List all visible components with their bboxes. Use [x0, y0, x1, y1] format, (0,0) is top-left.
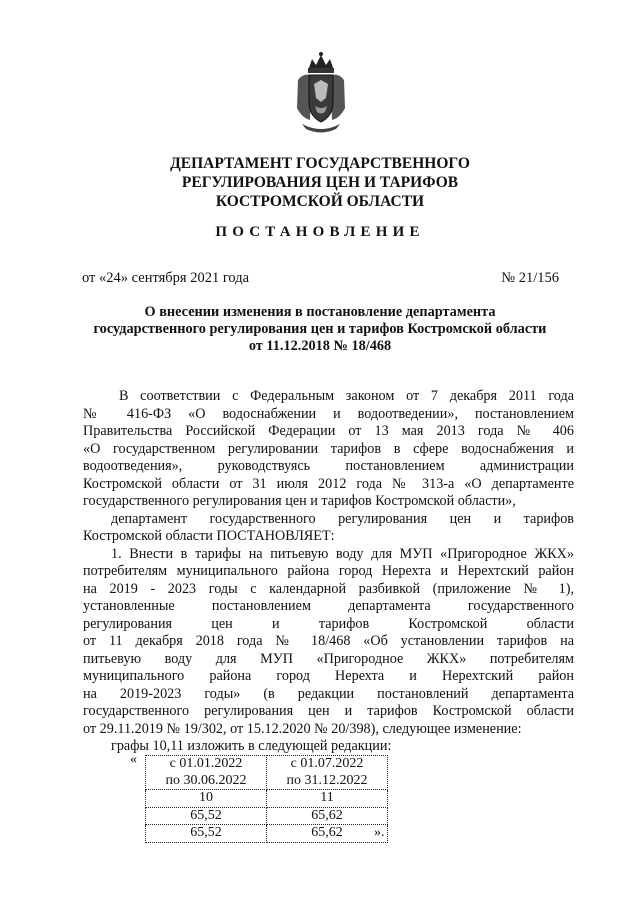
subject-line: государственного регулирования цен и тарифов Костромской области: [93, 321, 547, 337]
item1-line: 1. Внести в тарифы на питьевую воду для МУП «Пригородное ЖКХ»: [111, 545, 574, 562]
table-header-cell: [267, 756, 388, 790]
table-row: [146, 756, 388, 790]
preamble-line: водоотведения», руководствуясь постановлением администрации: [83, 458, 574, 474]
table-row: [146, 807, 388, 825]
item1-line: государственного регулирования цен и тарифов Костромской области: [83, 703, 574, 719]
department-line: РЕГУЛИРОВАНИЯ ЦЕН И ТАРИФОВ: [181, 174, 459, 191]
tariff-table: [145, 755, 388, 843]
item1-line: потребителям муниципального района город Нерехта и Нерехтский район: [83, 563, 574, 579]
item1-line: от 11 декабря 2018 года № 18/468 «Об установлении тарифов на: [83, 633, 574, 649]
document-body: [83, 388, 574, 756]
preamble-line: Правительства Российской Федерации от 13 мая 2013 года № 406: [83, 423, 574, 439]
document-date: от «24» сентября 2021 года: [82, 270, 250, 286]
header-line: с 01.07.2022: [290, 756, 364, 771]
table-cell: 65,52: [146, 807, 267, 825]
item1-line: на 2019-2023 годы» (в редакции постановлений департамента: [83, 685, 574, 702]
table-open-quote: «: [130, 752, 137, 767]
department-name: [0, 154, 640, 211]
item1-line: установленные постановлением департамента государственного: [83, 598, 574, 614]
department-line: ДЕПАРТАМЕНТ ГОСУДАРСТВЕННОГО: [170, 155, 470, 172]
preamble-line: № 416-ФЗ «О водоснабжении и водоотведении», постановлением: [83, 405, 574, 422]
table-close-quote: ».: [374, 825, 385, 840]
table-cell: 65,52: [146, 825, 267, 843]
document-subject: [60, 304, 580, 355]
item1-line: питьевую воду для МУП «Пригородное ЖКХ» потребителям: [83, 650, 574, 667]
preamble-line: «О государственном регулировании тарифов в сфере водоснабжения и: [83, 440, 574, 457]
header-line: с 01.01.2022: [169, 756, 243, 771]
columns-intro: графы 10,11 изложить в следующей редакции:: [111, 738, 392, 754]
decree-line: Костромской области ПОСТАНОВЛЯЕТ:: [83, 528, 335, 544]
item1-line: регулирования цен и тарифов Костромской области: [83, 615, 574, 632]
header-line: по 31.12.2022: [286, 772, 368, 788]
subject-line: от 11.12.2018 № 18/468: [248, 338, 392, 354]
table-cell: 65,62: [267, 807, 388, 825]
header-line: по 30.06.2022: [165, 772, 247, 788]
item1-line: на 2019 - 2023 годы с календарной разбивкой (приложение № 1),: [83, 580, 574, 597]
document-type-title: ПОСТАНОВЛЕНИЕ: [215, 224, 425, 240]
item1-line: муниципального района город Нерехта и Нерехтский район: [83, 668, 574, 684]
subject-line: О внесении изменения в постановление департамента: [144, 304, 496, 320]
preamble-line: Костромской области от 31 июля 2012 года № 313-а «О департаменте: [83, 475, 574, 492]
decree-line: департамент государственного регулирования цен и тарифов: [111, 510, 574, 527]
table-row: [146, 790, 388, 808]
table-row: [146, 825, 388, 843]
item1-line: от 29.11.2019 № 19/302, от 15.12.2020 № 20/398), следующее изменение:: [83, 720, 522, 737]
preamble-line: В соответствии с Федеральным законом от 7 декабря 2011 года: [119, 388, 574, 404]
department-line: КОСТРОМСКОЙ ОБЛАСТИ: [215, 193, 425, 210]
table-cell: 11: [267, 790, 388, 808]
preamble-line: государственного регулирования цен и тарифов Костромской области»,: [83, 493, 516, 509]
document-number: № 21/156: [501, 270, 559, 286]
table-cell: 10: [146, 790, 267, 808]
coat-of-arms-icon: [292, 50, 350, 134]
table-cell: 65,62: [267, 825, 388, 843]
table-header-cell: [146, 756, 267, 790]
